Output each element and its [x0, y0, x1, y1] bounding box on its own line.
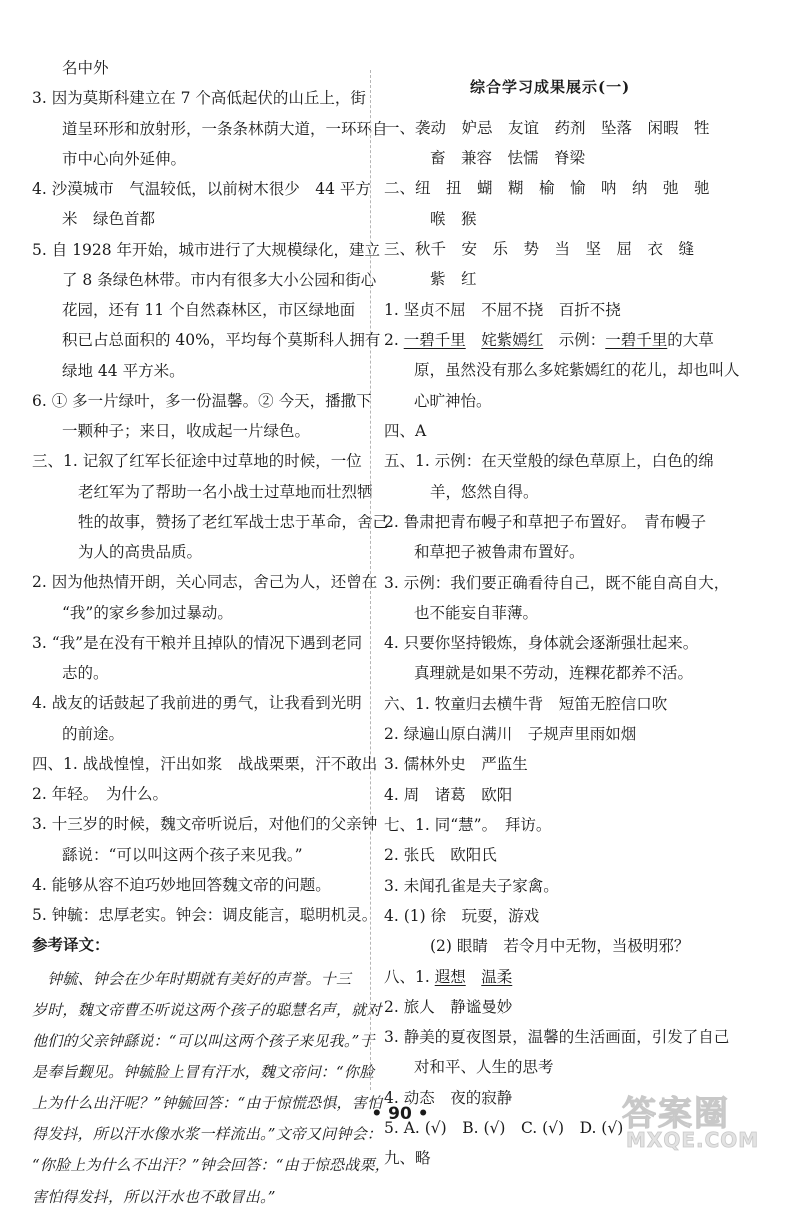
answer-line: 七、1. 同“慧”。 拜访。	[384, 816, 552, 834]
answer-line: 4. 动态 夜的寂静	[384, 1088, 513, 1107]
answer-line: 志的。	[62, 664, 109, 682]
answer-line: 3. 因为莫斯科建立在 7 个高低起伏的山丘上，街	[32, 89, 366, 108]
answer-line: 三、秋千 安 乐 势 当 坚 屈 衣 缝	[384, 240, 695, 259]
underlined-word: 一碧千里	[605, 331, 668, 350]
answer-line: 4. 周 诸葛 欧阳	[384, 785, 513, 804]
answer-line: 6. ① 多一片绿叶，多一份温馨。② 今天，播撒下	[32, 391, 372, 410]
page-number: • 90 •	[371, 1104, 429, 1124]
answer-line: 2. 一碧千里 姹紫嫣红 示例：一碧千里的大草	[384, 331, 714, 350]
answer-line: 原，虽然没有那么多姹紫嫣红的花儿，却也叫人	[414, 361, 740, 380]
answer-line: (2) 眼睛 若令月中无物，当极明邪？	[430, 937, 690, 956]
translation-line: 害怕得发抖，所以汗水也不敢冒出。”	[32, 1187, 276, 1206]
answer-line: 2. 张氏 欧阳氏	[384, 846, 497, 865]
answer-line: 3. 儒林外史 严监生	[384, 755, 528, 774]
answer-line: 道呈环形和放射形，一条条林荫大道，一环环自	[62, 119, 388, 138]
answer-line: 5. A. (√) B. (√) C. (√) D. (√)	[384, 1119, 624, 1138]
translation-line: 得发抖，所以汗水像水浆一样流出。”文帝又问钟会：	[32, 1125, 382, 1144]
answer-line: 3. 未闻孔雀是夫子家禽。	[384, 876, 559, 895]
answer-line: 也不能妄自菲薄。	[414, 603, 539, 622]
answer-line: 4. 沙漠城市 气温较低，以前树木很少 44 平方	[32, 180, 371, 198]
answer-line: 2. 绿遍山原白满川 子规声里雨如烟	[384, 725, 637, 744]
section-title: 综合学习成果展示(一)	[470, 78, 631, 96]
translation-line: “你脸上为什么不出汗？”钟会回答：“由于惊恐战栗，	[32, 1156, 391, 1175]
answer-line: 积已占总面积的 40%，平均每个莫斯科人拥有	[62, 331, 381, 350]
reference-heading: 参考译文：	[32, 935, 110, 955]
answer-line: 对和平、人生的思考	[414, 1058, 554, 1077]
answer-line: 紫 红	[430, 270, 477, 289]
answer-line: 3. “我”是在没有干粮并且掉队的情况下遇到老同	[32, 633, 363, 652]
watermark-url: MXQE.COM	[626, 1128, 760, 1152]
answer-line: 八、1. 遐想 温柔	[384, 967, 513, 986]
answer-line: 的前途。	[62, 724, 125, 743]
answer-line: 六、1. 牧童归去横牛背 短笛无腔信口吹	[384, 694, 668, 713]
translation-line: 他们的父亲钟繇说：“可以叫这两个孩子来见我。”于	[32, 1031, 375, 1050]
translation-line: 钟毓、钟会在少年时期就有美好的声誉。十三	[32, 969, 352, 988]
answer-line: 三、1. 记叙了红军长征途中过草地的时候，一位	[32, 452, 362, 471]
answer-line: 喉 猴	[430, 209, 477, 228]
answer-line: 畜 兼容 怯懦 脊梁	[430, 149, 586, 168]
answer-line: 3. 示例：我们要正确看待自己，既不能自高自大，	[384, 573, 730, 592]
translation-line: 是奉旨觐见。钟毓脸上冒有汗水，魏文帝问：“你脸	[32, 1062, 375, 1081]
answer-line: 四、1. 战战惶惶，汗出如浆 战战栗栗，汗不敢出	[32, 754, 378, 773]
answer-line: 2. 旅人 静谧曼妙	[384, 997, 513, 1016]
underlined-word: 温柔	[481, 967, 513, 986]
answer-line: 九、略	[384, 1149, 431, 1168]
underlined-word: 姹紫嫣红	[481, 331, 544, 350]
answer-line: 4. 能够从容不迫巧妙地回答魏文帝的问题。	[32, 875, 331, 894]
answer-line: 真理就是如果不劳动，连粿花都养不活。	[414, 664, 694, 683]
answer-line: 2. 鲁肃把青布幔子和草把子布置好。 青布幔子	[384, 512, 706, 531]
translation-line: 岁时，魏文帝曹丕听说这两个孩子的聪慧名声，就对	[32, 1000, 382, 1019]
answer-line: 一颗种子；来日，收成起一片绿色。	[62, 422, 311, 440]
answer-line: 牲的故事，赞扬了老红军战士忠于革命，舍己	[78, 512, 389, 531]
answer-line: “我”的家乡参加过暴动。	[62, 603, 233, 622]
answer-line: 2. 因为他热情开朗，关心同志，舍己为人，还曾在	[32, 573, 378, 592]
watermark-logo	[600, 1086, 790, 1150]
column-divider	[370, 70, 371, 1090]
answer-line: 市中心向外延伸。	[62, 149, 187, 168]
answer-line: 老红军为了帮助一名小战士过草地而壮烈牺	[78, 482, 373, 501]
answer-line: 和草把子被鲁肃布置好。	[414, 543, 585, 562]
answer-line: 名中外	[62, 59, 109, 77]
answer-line: 3. 静美的夏夜图景，温馨的生活画面，引发了自己	[384, 1028, 730, 1047]
answer-line: 为人的高贵品质。	[78, 543, 203, 561]
underlined-word: 一碧千里	[403, 331, 466, 350]
answer-line: 4. 只要你坚持锻炼，身体就会逐渐强壮起来。	[384, 634, 699, 653]
answer-line: 1. 坚贞不屈 不屈不挠 百折不挠	[384, 300, 621, 319]
answer-line: 2. 年轻。 为什么。	[32, 785, 168, 803]
answer-line: 4. 战友的话鼓起了我前进的勇气，让我看到光明	[32, 694, 362, 713]
watermark-text: 答案圈	[622, 1094, 730, 1134]
answer-line: 一、袭动 妒忌 友谊 药剂 坠落 闲暇 牲	[384, 118, 710, 137]
answer-line: 心旷神怡。	[414, 391, 492, 410]
answer-line: 5. 自 1928 年开始，城市进行了大规模绿化，建立	[32, 240, 381, 259]
answer-line: 5. 钟毓：忠厚老实。钟会：调皮能言，聪明机灵。	[32, 906, 378, 924]
answer-line: 3. 十三岁的时候，魏文帝听说后，对他们的父亲钟	[32, 815, 378, 834]
answer-line: 绿地 44 平方米。	[62, 361, 185, 380]
answer-line: 了 8 条绿色林带。市内有很多大小公园和街心	[62, 270, 377, 289]
answer-line: 米 绿色首都	[62, 210, 156, 229]
answer-line: 二、纽 扭 蝴 糊 榆 愉 呐 纳 弛 驰	[384, 179, 710, 198]
answer-line: 4. (1) 徐 玩耍，游戏	[384, 906, 540, 925]
answer-line: 花园，还有 11 个自然森林区，市区绿地面	[62, 301, 356, 319]
answer-line: 羊，悠然自得。	[430, 482, 539, 501]
underlined-word: 遐想	[434, 967, 466, 986]
answer-line: 五、1. 示例：在天堂般的绿色草原上，白色的绵	[384, 452, 714, 471]
answer-line: 四、A	[384, 421, 427, 440]
answer-line: 繇说：“可以叫这两个孩子来见我。”	[62, 845, 303, 864]
translation-line: 上为什么出汗呢？”钟毓回答：“由于惊慌恐惧，害怕	[32, 1094, 383, 1113]
